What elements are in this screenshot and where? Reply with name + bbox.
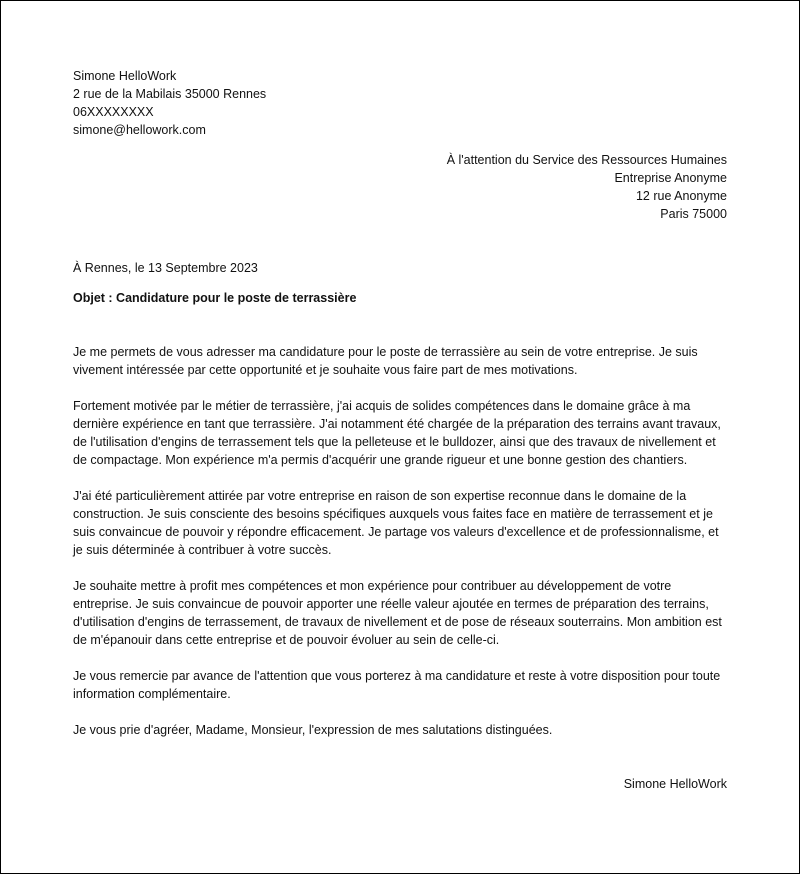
- recipient-city: Paris 75000: [660, 207, 727, 221]
- recipient-company: Entreprise Anonyme: [614, 171, 727, 185]
- recipient-block: [73, 151, 727, 223]
- body-paragraph: Je vous remercie par avance de l'attention que vous porterez à ma candidature et reste à votre disposition pour toute information complémentaire.: [73, 669, 721, 701]
- closing-paragraph: Je vous prie d'agréer, Madame, Monsieur, l'expression de mes salutations distinguées.: [73, 723, 553, 737]
- recipient-street: 12 rue Anonyme: [635, 189, 727, 203]
- body-paragraph: Fortement motivée par le métier de terrassière, j'ai acquis de solides compétences dans le domaine grâce à ma dernière expérience en tant que terrassière. J'ai notamment été chargée de la préparation des terrains avant travaux, de l'utilisation d'engins de terrassement tels que la pelleteuse et le bulldozer, ainsi que des travaux de nivellement et de compactage. Mon expérience m'a permis d'acquérir une grande rigueur et une bonne gestion des chantiers.: [73, 399, 721, 467]
- letter-subject: Objet : Candidature pour le poste de terrassière: [73, 291, 357, 305]
- body-paragraph: Je me permets de vous adresser ma candidature pour le poste de terrassière au sein de votre entreprise. Je suis vivement intéressée par cette opportunité et je souhaite vous faire part de mes motivations.: [73, 345, 698, 377]
- letter-date: À Rennes, le 13 Septembre 2023: [73, 261, 258, 275]
- sender-name: Simone HelloWork: [73, 69, 177, 83]
- sender-email: simone@hellowork.com: [73, 123, 206, 137]
- recipient-attention: À l'attention du Service des Ressources Humaines: [446, 153, 727, 167]
- letter-body: [73, 343, 727, 739]
- signature: Simone HelloWork: [623, 777, 727, 791]
- sender-phone: 06XXXXXXXX: [73, 105, 154, 119]
- sender-block: [73, 67, 727, 139]
- sender-address: 2 rue de la Mabilais 35000 Rennes: [73, 87, 267, 101]
- body-paragraph: Je souhaite mettre à profit mes compétences et mon expérience pour contribuer au développement de votre entreprise. Je suis convaincue de pouvoir apporter une réelle valeur ajoutée en termes de préparation des terrains, d'utilisation d'engins de terrassement, de travaux de nivellement et de pose de réseaux souterrains. Mon ambition est de m'épanouir dans cette entreprise et de pouvoir évoluer au sein de celle-ci.: [73, 579, 722, 647]
- body-paragraph: J'ai été particulièrement attirée par votre entreprise en raison de son expertise reconnue dans le domaine de la construction. Je suis consciente des besoins spécifiques auxquels vous faites face en matière de terrassement et je suis convaincue de pouvoir y répondre efficacement. Je partage vos valeurs d'excellence et de professionnalisme, et je suis déterminée à contribuer à votre succès.: [73, 489, 719, 557]
